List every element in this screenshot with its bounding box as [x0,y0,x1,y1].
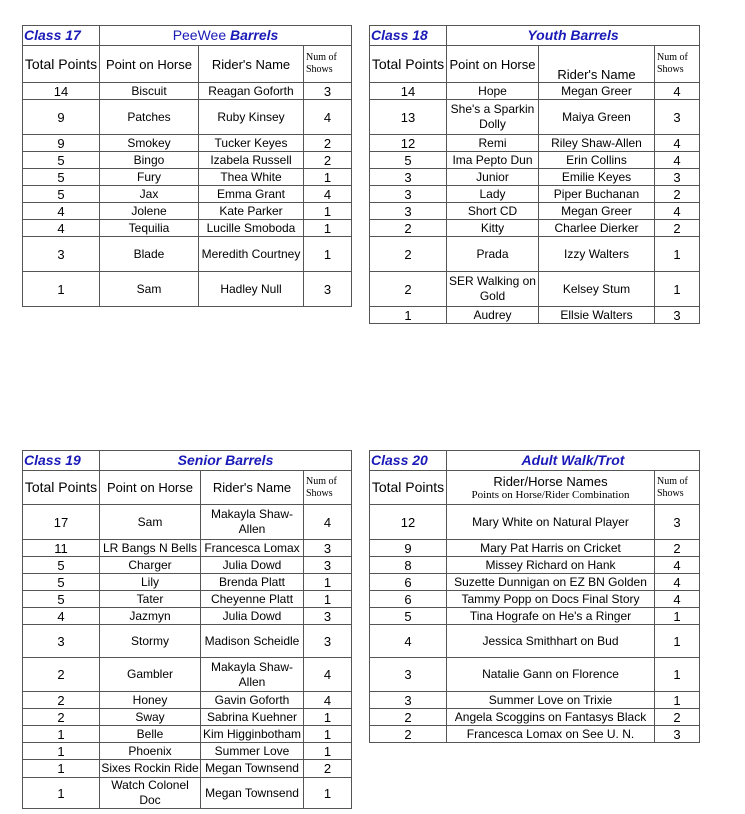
total-points-cell: 2 [370,709,447,726]
rider-name-cell: Piper Buchanan [539,186,655,203]
num-of-shows-cell: 3 [655,307,700,324]
total-points-cell: 2 [23,692,100,709]
total-points-cell: 9 [23,100,100,135]
num-of-shows-cell: 1 [304,743,352,760]
table-row [23,505,352,540]
horse-name-cell: Sam [100,272,199,307]
num-of-shows-cell: 1 [655,237,700,272]
num-of-shows-cell: 1 [304,726,352,743]
horse-name-cell: Bingo [100,152,199,169]
table-row [370,100,700,135]
table-row [370,135,700,152]
rider-name-cell: Makayla Shaw-Allen [201,658,304,692]
rider-horse-name-cell: Summer Love on Trixie [447,692,655,709]
total-points-cell: 1 [23,760,100,778]
rider-horse-name-cell: Mary White on Natural Player [447,505,655,540]
class-17-rows [23,83,352,307]
table-row [23,658,352,692]
num-of-shows-cell: 4 [304,658,352,692]
rider-name-cell: Kelsey Stum [539,272,655,307]
table-row [23,743,352,760]
num-of-shows-cell: 3 [655,100,700,135]
table-row [23,778,352,809]
table-row [23,608,352,625]
table-row [370,186,700,203]
rider-name-cell: Megan Greer [539,203,655,220]
total-points-cell: 2 [23,709,100,726]
horse-name-cell: Prada [447,237,539,272]
total-points-cell: 4 [23,203,100,220]
header-num-of-shows: Num of Shows [304,46,352,83]
table-row [23,557,352,574]
total-points-cell: 2 [370,272,447,307]
rider-name-cell: Makayla Shaw-Allen [201,505,304,540]
rider-horse-name-cell: Angela Scoggins on Fantasys Black [447,709,655,726]
total-points-cell: 2 [23,658,100,692]
header-total-points: Total Points [23,46,100,83]
num-of-shows-cell: 1 [655,625,700,658]
header-num-of-shows: Num of Shows [655,471,700,505]
table-row [23,100,352,135]
header-point-on-horse: Point on Horse [447,46,539,83]
table-row [23,540,352,557]
rider-name-cell: Riley Shaw-Allen [539,135,655,152]
rider-name-cell: Hadley Null [199,272,304,307]
num-of-shows-cell: 1 [655,608,700,625]
class-19-rows [23,505,352,809]
horse-name-cell: Stormy [100,625,201,658]
class-17-header-row [23,46,352,83]
rider-horse-name-cell: Tina Hografe on He's a Ringer [447,608,655,625]
class-20-header-row [370,471,700,505]
table-row [370,726,700,743]
horse-name-cell: Biscuit [100,83,199,100]
table-row [370,658,700,692]
class-20-title: Adult Walk/Trot [447,451,700,471]
class-20-rows [370,505,700,743]
table-row [23,574,352,591]
total-points-cell: 5 [23,574,100,591]
table-row [370,307,700,324]
class-17-label: Class 17 [23,26,100,46]
rider-name-cell: Lucille Smoboda [199,220,304,237]
rider-horse-name-cell: Mary Pat Harris on Cricket [447,540,655,557]
horse-name-cell: Audrey [447,307,539,324]
header-num-of-shows: Num of Shows [655,46,700,83]
total-points-cell: 3 [23,625,100,658]
num-of-shows-cell: 1 [655,658,700,692]
rider-name-cell: Madison Scheidle [201,625,304,658]
total-points-cell: 5 [23,557,100,574]
class-17-title-suffix: Barrels [230,27,279,43]
num-of-shows-cell: 1 [304,220,352,237]
total-points-cell: 5 [23,186,100,203]
num-of-shows-cell: 4 [304,100,352,135]
rider-horse-name-cell: Tammy Popp on Docs Final Story [447,591,655,608]
num-of-shows-cell: 2 [304,135,352,152]
num-of-shows-cell: 4 [304,505,352,540]
horse-name-cell: Lady [447,186,539,203]
rider-horse-name-cell: Missey Richard on Hank [447,557,655,574]
num-of-shows-cell: 3 [655,169,700,186]
horse-name-cell: Kitty [447,220,539,237]
total-points-cell: 8 [370,557,447,574]
rider-name-cell: Megan Townsend [201,760,304,778]
class-19-title: Senior Barrels [100,451,352,471]
total-points-cell: 1 [23,778,100,809]
rider-name-cell: Maiya Green [539,100,655,135]
table-row [370,692,700,709]
horse-name-cell: Sixes Rockin Ride [100,760,201,778]
class-18-label: Class 18 [370,26,447,46]
horse-name-cell: Jax [100,186,199,203]
class-17-table [22,25,352,307]
rider-name-cell: Thea White [199,169,304,186]
total-points-cell: 1 [370,307,447,324]
horse-name-cell: Blade [100,237,199,272]
header-rider-horse-names-subtitle: Points on Horse/Rider Combination [471,489,630,501]
rider-name-cell: Kim Higginbotham [201,726,304,743]
total-points-cell: 3 [370,692,447,709]
total-points-cell: 1 [23,272,100,307]
rider-name-cell: Ruby Kinsey [199,100,304,135]
table-row [23,237,352,272]
table-row [370,540,700,557]
rider-horse-name-cell: Jessica Smithhart on Bud [447,625,655,658]
horse-name-cell: Watch Colonel Doc [100,778,201,809]
total-points-cell: 12 [370,505,447,540]
rider-name-cell: Reagan Goforth [199,83,304,100]
table-row [23,726,352,743]
horse-name-cell: Phoenix [100,743,201,760]
header-rider-horse-names-label: Rider/Horse Names [493,474,608,489]
num-of-shows-cell: 1 [304,574,352,591]
class-18-header-row [370,46,700,83]
total-points-cell: 13 [370,100,447,135]
total-points-cell: 2 [370,220,447,237]
rider-name-cell: Brenda Platt [201,574,304,591]
rider-name-cell: Erin Collins [539,152,655,169]
total-points-cell: 9 [370,540,447,557]
table-row [370,709,700,726]
num-of-shows-cell: 1 [304,591,352,608]
header-point-on-horse: Point on Horse [100,46,199,83]
num-of-shows-cell: 2 [655,709,700,726]
total-points-cell: 2 [370,726,447,743]
horse-name-cell: Honey [100,692,201,709]
num-of-shows-cell: 4 [655,591,700,608]
rider-name-cell: Gavin Goforth [201,692,304,709]
total-points-cell: 4 [23,608,100,625]
table-row [23,186,352,203]
class-18-rows [370,83,700,324]
table-row [23,220,352,237]
class-19-header-row [23,471,352,505]
rider-name-cell: Francesca Lomax [201,540,304,557]
num-of-shows-cell: 3 [655,726,700,743]
horse-name-cell: Charger [100,557,201,574]
rider-name-cell: Julia Dowd [201,557,304,574]
total-points-cell: 3 [370,169,447,186]
table-row [370,169,700,186]
num-of-shows-cell: 3 [304,608,352,625]
header-total-points: Total Points [370,46,447,83]
num-of-shows-cell: 4 [304,186,352,203]
table-row [23,625,352,658]
total-points-cell: 1 [23,726,100,743]
header-rider-horse-names [447,471,655,505]
table-row [370,272,700,307]
horse-name-cell: Tater [100,591,201,608]
table-row [370,203,700,220]
table-row [370,608,700,625]
header-riders-name: Rider's Name [539,46,655,83]
rider-name-cell: Megan Greer [539,83,655,100]
total-points-cell: 6 [370,591,447,608]
class-17-title-row [23,26,352,46]
horse-name-cell: Sam [100,505,201,540]
num-of-shows-cell: 3 [304,540,352,557]
horse-name-cell: Short CD [447,203,539,220]
rider-name-cell: Emilie Keyes [539,169,655,186]
table-row [23,152,352,169]
horse-name-cell: Fury [100,169,199,186]
table-row [370,83,700,100]
rider-name-cell: Tucker Keyes [199,135,304,152]
num-of-shows-cell: 3 [655,505,700,540]
num-of-shows-cell: 2 [655,540,700,557]
num-of-shows-cell: 4 [655,83,700,100]
table-row [23,135,352,152]
class-20-table [369,450,700,743]
total-points-cell: 5 [23,152,100,169]
num-of-shows-cell: 1 [655,272,700,307]
table-row [23,169,352,186]
total-points-cell: 5 [23,169,100,186]
total-points-cell: 4 [370,625,447,658]
total-points-cell: 5 [370,152,447,169]
rider-name-cell: Summer Love [201,743,304,760]
horse-name-cell: Smokey [100,135,199,152]
horse-name-cell: Jolene [100,203,199,220]
total-points-cell: 5 [370,608,447,625]
total-points-cell: 3 [370,658,447,692]
total-points-cell: 17 [23,505,100,540]
table-row [370,237,700,272]
rider-name-cell: Sabrina Kuehner [201,709,304,726]
horse-name-cell: Remi [447,135,539,152]
total-points-cell: 11 [23,540,100,557]
total-points-cell: 3 [370,186,447,203]
num-of-shows-cell: 2 [304,760,352,778]
table-row [370,220,700,237]
num-of-shows-cell: 2 [304,152,352,169]
horse-name-cell: LR Bangs N Bells [100,540,201,557]
num-of-shows-cell: 4 [655,557,700,574]
total-points-cell: 9 [23,135,100,152]
rider-name-cell: Cheyenne Platt [201,591,304,608]
rider-name-cell: Megan Townsend [201,778,304,809]
table-row [23,760,352,778]
rider-name-cell: Izabela Russell [199,152,304,169]
num-of-shows-cell: 1 [304,203,352,220]
num-of-shows-cell: 1 [304,237,352,272]
num-of-shows-cell: 2 [655,186,700,203]
horse-name-cell: Junior [447,169,539,186]
total-points-cell: 2 [370,237,447,272]
class-17-title-prefix: PeeWee [172,27,227,43]
total-points-cell: 3 [370,203,447,220]
num-of-shows-cell: 4 [655,574,700,591]
num-of-shows-cell: 3 [304,625,352,658]
num-of-shows-cell: 1 [304,778,352,809]
total-points-cell: 14 [23,83,100,100]
rider-horse-name-cell: Natalie Gann on Florence [447,658,655,692]
rider-name-cell: Charlee Dierker [539,220,655,237]
total-points-cell: 1 [23,743,100,760]
num-of-shows-cell: 4 [655,203,700,220]
horse-name-cell: Gambler [100,658,201,692]
horse-name-cell: Lily [100,574,201,591]
horse-name-cell: Hope [447,83,539,100]
table-row [23,591,352,608]
total-points-cell: 6 [370,574,447,591]
class-19-label: Class 19 [23,451,100,471]
header-total-points: Total Points [23,471,100,505]
total-points-cell: 14 [370,83,447,100]
rider-horse-name-cell: Francesca Lomax on See U. N. [447,726,655,743]
class-18-table [369,25,700,324]
num-of-shows-cell: 4 [655,135,700,152]
table-row [23,692,352,709]
horse-name-cell: SER Walking on Gold [447,272,539,307]
num-of-shows-cell: 3 [304,83,352,100]
class-20-title-row [370,451,700,471]
header-total-points: Total Points [370,471,447,505]
header-num-of-shows: Num of Shows [304,471,352,505]
class-18-title-row [370,26,700,46]
num-of-shows-cell: 1 [304,169,352,186]
header-riders-name: Rider's Name [199,46,304,83]
horse-name-cell: Sway [100,709,201,726]
table-row [23,709,352,726]
num-of-shows-cell: 1 [304,709,352,726]
class-20-label: Class 20 [370,451,447,471]
rider-name-cell: Julia Dowd [201,608,304,625]
class-19-table [22,450,352,809]
class-18-title: Youth Barrels [447,26,700,46]
rider-name-cell: Meredith Courtney [199,237,304,272]
num-of-shows-cell: 4 [655,152,700,169]
rider-horse-name-cell: Suzette Dunnigan on EZ BN Golden [447,574,655,591]
horse-name-cell: Belle [100,726,201,743]
total-points-cell: 5 [23,591,100,608]
header-riders-name: Rider's Name [201,471,304,505]
table-row [370,625,700,658]
num-of-shows-cell: 1 [655,692,700,709]
rider-name-cell: Kate Parker [199,203,304,220]
class-19-title-row [23,451,352,471]
table-row [370,557,700,574]
rider-name-cell: Emma Grant [199,186,304,203]
total-points-cell: 12 [370,135,447,152]
num-of-shows-cell: 3 [304,272,352,307]
horse-name-cell: Ima Pepto Dun [447,152,539,169]
table-row [370,574,700,591]
table-row [370,152,700,169]
table-row [370,505,700,540]
rider-name-cell: Ellsie Walters [539,307,655,324]
horse-name-cell: Jazmyn [100,608,201,625]
num-of-shows-cell: 2 [655,220,700,237]
num-of-shows-cell: 4 [304,692,352,709]
horse-name-cell: She's a Sparkin Dolly [447,100,539,135]
class-17-title [100,26,352,46]
table-row [23,83,352,100]
horse-name-cell: Tequilia [100,220,199,237]
rider-name-cell: Izzy Walters [539,237,655,272]
total-points-cell: 3 [23,237,100,272]
header-point-on-horse: Point on Horse [100,471,201,505]
table-row [23,272,352,307]
total-points-cell: 4 [23,220,100,237]
table-row [23,203,352,220]
table-row [370,591,700,608]
horse-name-cell: Patches [100,100,199,135]
num-of-shows-cell: 3 [304,557,352,574]
